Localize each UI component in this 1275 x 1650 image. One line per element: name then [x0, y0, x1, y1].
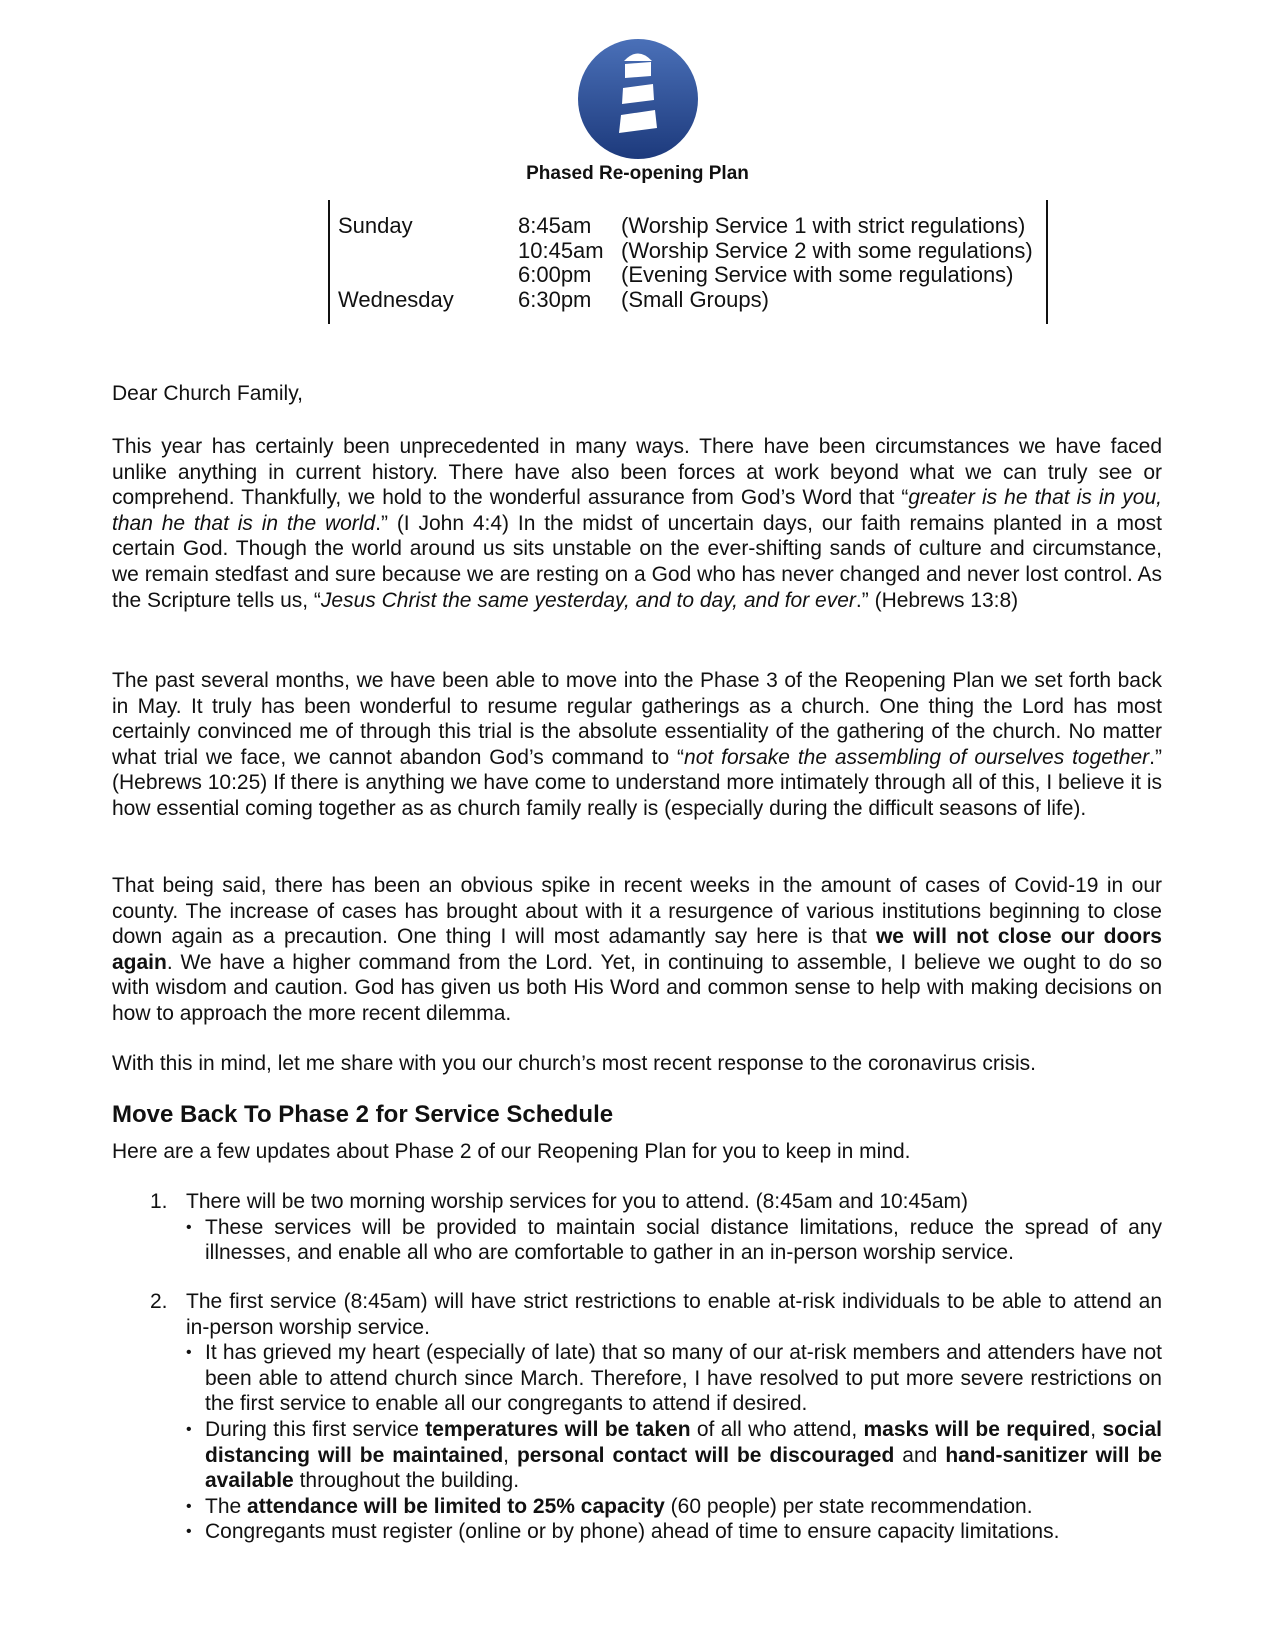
- letter-paragraph-4: With this in mind, let me share with you our church’s most recent response to the coronavirus crisis.: [112, 1052, 1036, 1075]
- scripture-quote: not forsake the assembling of ourselves together: [684, 745, 1150, 769]
- paragraph-text: The past several months, we have been able to move into the Phase 3 of the Reopening Plan we set forth back in May. It truly has been wonderful to resume regular gatherings as a church. One thing the Lord has most certainly convinced me of through this trial is the absolute essentiality of the gathering of the church. No matter what trial we face, we cannot abandon God’s command to “: [112, 669, 1162, 769]
- paragraph-text: That being said, there has been an obvious spike in recent weeks in the amount of cases of Covid-19 in our county. The increase of cases has brought about with it a resurgence of various institutions beginning to close down again as a precaution. One thing I will most adamantly say here is that: [112, 874, 1162, 949]
- schedule-day: Sunday: [338, 213, 413, 238]
- schedule-time: 6:00pm: [518, 262, 592, 287]
- emphasis-text: we will not close our doors again: [112, 925, 1162, 974]
- service-schedule: [328, 200, 1048, 324]
- bullet-text: During this first service: [205, 1417, 426, 1441]
- letter-paragraph-1: [112, 434, 1162, 613]
- schedule-description: (Worship Service 2 with some regulations): [621, 238, 1033, 263]
- letter-paragraph-2: [112, 668, 1162, 822]
- list-item-text: There will be two morning worship services for you to attend. (8:45am and 10:45am): [186, 1190, 969, 1213]
- bullet-item: • These services will be provided to maintain social distance limitations, reduce the spread of any illnesses, and enable all who are comfortable to gather in an in-person worship service.: [186, 1215, 1162, 1266]
- paragraph-text: .” (Hebrews 13:8): [855, 588, 1019, 612]
- lighthouse-logo-icon: [577, 38, 699, 160]
- letter-paragraph-3: [112, 873, 1162, 1027]
- paragraph-text: .” (Hebrews 10:25) If there is anything we have come to understand more intimately through all of this, I believe it is how essential coming together as as church family really is (especially during the difficult seasons of life).: [112, 745, 1162, 820]
- schedule-description: (Small Groups): [621, 287, 769, 312]
- emphasis-text: masks will be required: [863, 1417, 1091, 1441]
- emphasis-text: social distancing will be maintained: [205, 1417, 1163, 1467]
- schedule-description: (Evening Service with some regulations): [621, 262, 1014, 287]
- bullet-item: [186, 1494, 1162, 1520]
- bullet-text: The: [205, 1494, 248, 1518]
- bullet-list: [186, 1215, 1162, 1266]
- section-intro: Here are a few updates about Phase 2 of our Reopening Plan for you to keep in mind.: [112, 1140, 911, 1163]
- schedule-description: (Worship Service 1 with strict regulations): [621, 213, 1026, 238]
- scripture-quote: greater is he that is in you, than he that is in the world: [112, 486, 1162, 535]
- scripture-quote: Jesus Christ the same yesterday, and to day, and for ever: [320, 588, 856, 612]
- list-item-text: The first service (8:45am) will have strict restrictions to enable at-risk individuals to be able to attend an in-person worship service.: [186, 1290, 1162, 1339]
- emphasis-text: attendance will be limited to 25% capacity: [247, 1494, 665, 1518]
- bullet-text: (60 people) per state recommendation.: [664, 1494, 1033, 1518]
- list-number: 1.: [150, 1190, 168, 1213]
- bullet-item: • Congregants must register (online or by phone) ahead of time to ensure capacity limitations.: [186, 1519, 1162, 1545]
- schedule-time: 10:45am: [518, 238, 604, 263]
- emphasis-text: hand-sanitizer will be available: [205, 1443, 1162, 1493]
- schedule-time: 8:45am: [518, 213, 592, 238]
- section-heading: Move Back To Phase 2 for Service Schedule: [112, 1101, 614, 1128]
- bullet-text: throughout the building.: [293, 1469, 520, 1493]
- list-number: 2.: [150, 1290, 168, 1313]
- bullet-item: • It has grieved my heart (especially of late) that so many of our at-risk members and attenders have not been able to attend church since March. Therefore, I have resolved to put more severe restrictions on the first service to enable all our congregants to attend if desired.: [186, 1340, 1162, 1417]
- paragraph-text: .” (I John 4:4) In the midst of uncertain days, our faith remains planted in a most certain God. Though the world around us sits unstable on the ever-shifting sands of culture and circumstance, we remain stedfast and sure because we are resting on a God who has never changed and never lost control. As the Scripture tells us, “: [112, 511, 1162, 612]
- schedule-day: Wednesday: [338, 287, 454, 312]
- emphasis-text: temperatures will be taken: [425, 1417, 691, 1441]
- letter-greeting: Dear Church Family,: [112, 382, 303, 405]
- bullet-text: ,: [1090, 1417, 1103, 1441]
- document-title: Phased Re-opening Plan: [526, 163, 749, 184]
- bullet-list: [186, 1340, 1162, 1545]
- paragraph-text: This year has certainly been unprecedented in many ways. There have been circumstances we have faced unlike anything in current history. There have also been forces at work beyond what we can truly see or comprehend. Thankfully, we hold to the wonderful assurance from God’s Word that “: [112, 435, 1162, 510]
- paragraph-text: . We have a higher command from the Lord. Yet, in continuing to assemble, I believe we ought to do so with wisdom and caution. God has given us both His Word and common sense to help with making decisions on how to approach the more recent dilemma.: [112, 950, 1162, 1025]
- emphasis-text: personal contact will be discouraged: [516, 1443, 895, 1467]
- bullet-text: and: [894, 1443, 946, 1467]
- bullet-text: of all who attend,: [690, 1417, 864, 1441]
- bullet-text: ,: [503, 1443, 517, 1467]
- bullet-item: [186, 1417, 1162, 1494]
- schedule-time: 6:30pm: [518, 287, 592, 312]
